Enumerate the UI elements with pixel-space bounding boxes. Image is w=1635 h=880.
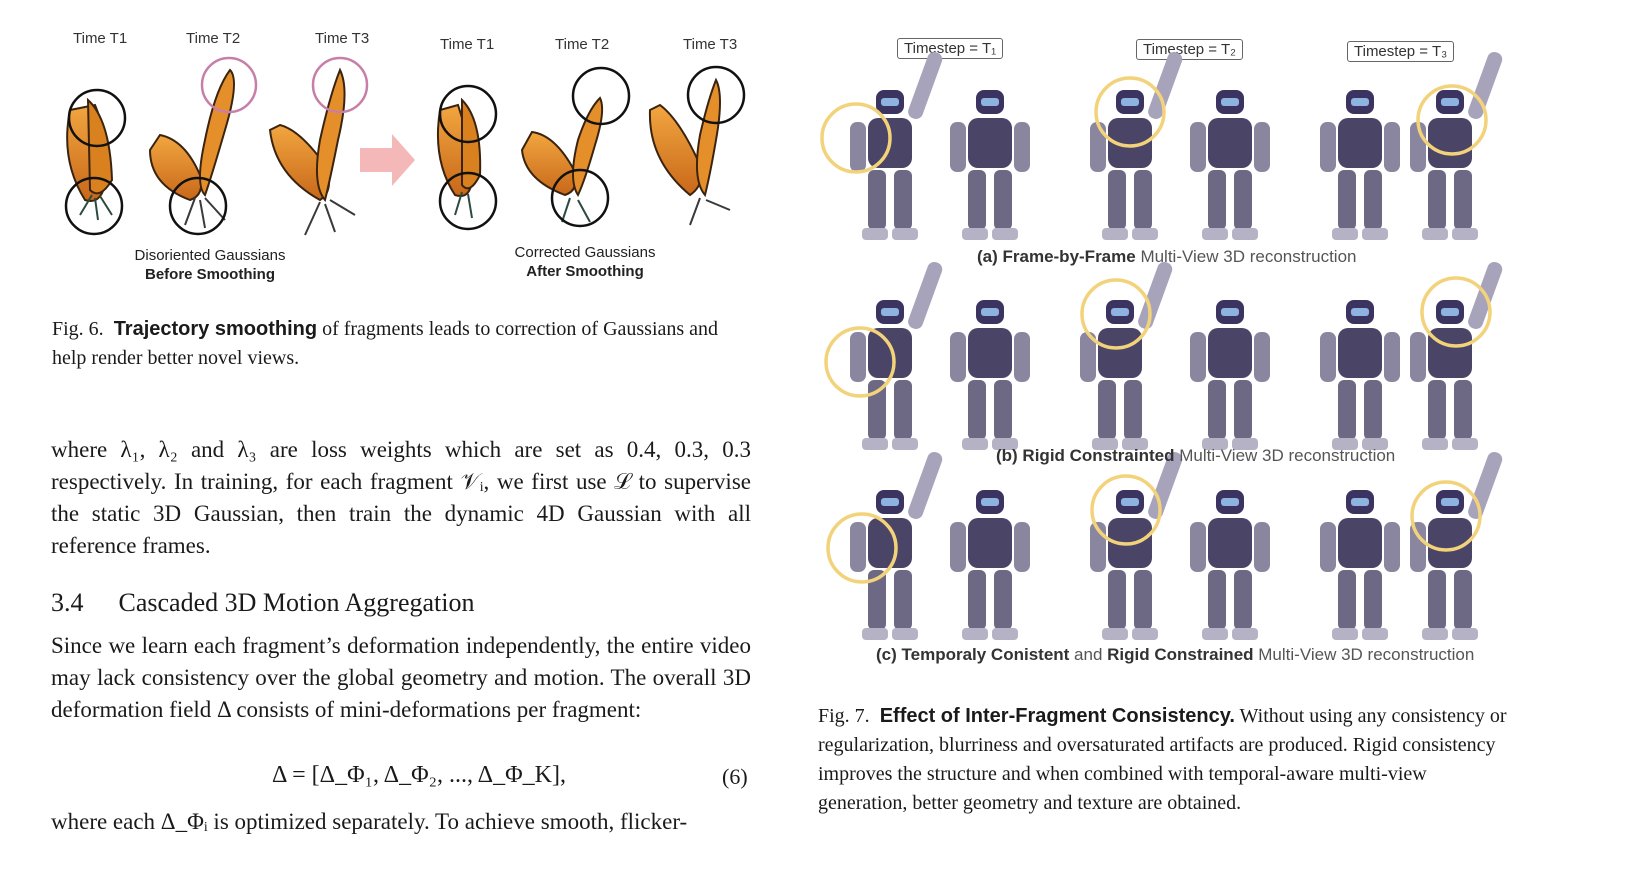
robot xyxy=(1320,90,1400,240)
time-label: Time T3 xyxy=(315,30,370,47)
paragraph: where λ₁, λ₂ and λ₃ are loss weights which are set as 0.4, 0.3, 0.3 respectively. In training, for each fragment 𝒱ᵢ, we first use ℒ to supervise the static 3D Gaussian, then train the dynamic 4D Gaussian with all reference frames. xyxy=(51,437,751,558)
row-a xyxy=(850,50,1504,240)
robot xyxy=(1410,50,1504,240)
butterfly xyxy=(150,70,234,228)
equation: Δ = [Δ_Φ₁, Δ_Φ₂, ..., Δ_Φ_K], xyxy=(272,762,566,788)
robot xyxy=(1320,300,1400,450)
robot xyxy=(1190,490,1270,640)
robot xyxy=(1410,260,1504,450)
time-label: Time T1 xyxy=(73,30,128,47)
robot xyxy=(950,90,1030,240)
row-b xyxy=(850,260,1504,450)
butterfly-illustration xyxy=(0,0,790,300)
time-label: Time T1 xyxy=(440,36,495,53)
arrow-right-icon xyxy=(360,134,415,186)
equation-number: (6) xyxy=(722,764,748,789)
row-c xyxy=(850,450,1504,640)
robot xyxy=(950,300,1030,450)
row-b-caption: (b) Rigid Constrainted Multi-View 3D reconstruction xyxy=(996,446,1396,465)
section-heading: 3.4 Cascaded 3D Motion Aggregation xyxy=(51,588,475,617)
robot-reconstruction-grid xyxy=(810,60,1520,660)
timestep-label: Timestep = T₂ xyxy=(1136,39,1243,60)
row-c-caption: (c) Temporaly Conistent and Rigid Constrained Multi-View 3D reconstruction xyxy=(876,645,1475,664)
time-label: Time T2 xyxy=(555,36,610,53)
robot xyxy=(1190,90,1270,240)
timestep-label: Timestep = T₃ xyxy=(1347,41,1454,62)
after-smoothing-label: Corrected Gaussians After Smoothing xyxy=(514,244,656,280)
butterfly xyxy=(67,100,112,220)
before-smoothing-label: Disoriented Gaussians Before Smoothing xyxy=(134,247,286,283)
paragraph: where each Δ_Φᵢ is optimized separately. To achieve smooth, flicker- xyxy=(51,809,688,834)
row-a-caption: (a) Frame-by-Frame Multi-View 3D reconstruction xyxy=(977,247,1357,266)
robot xyxy=(1410,450,1504,640)
figure-6-caption: Fig. 6. Trajectory smoothing of fragments leads to correction of Gaussians and help render better novel views. xyxy=(52,318,719,369)
butterfly xyxy=(438,100,480,218)
paragraph: Since we learn each fragment’s deformation independently, the entire video may lack consistency over the global geometry and motion. The overall 3D deformation field Δ consists of mini-deformations per fragment: xyxy=(51,633,751,722)
robot xyxy=(850,50,944,240)
time-label: Time T3 xyxy=(683,36,738,53)
robot xyxy=(1190,300,1270,450)
figure-7-caption: Fig. 7. Effect of Inter-Fragment Consistency. Without using any consistency or regularization, blurriness and oversaturated artifacts are produced. Rigid consistency improves the structure and when combined with temporal-aware multi-view generation, better geometry and texture are obtained. xyxy=(818,705,1507,814)
robot xyxy=(850,260,944,450)
timestep-label: Timestep = T₁ xyxy=(897,38,1003,59)
butterfly xyxy=(522,98,602,222)
robot xyxy=(1320,490,1400,640)
time-label: Time T2 xyxy=(186,30,241,47)
butterfly xyxy=(270,70,355,235)
robot xyxy=(950,490,1030,640)
